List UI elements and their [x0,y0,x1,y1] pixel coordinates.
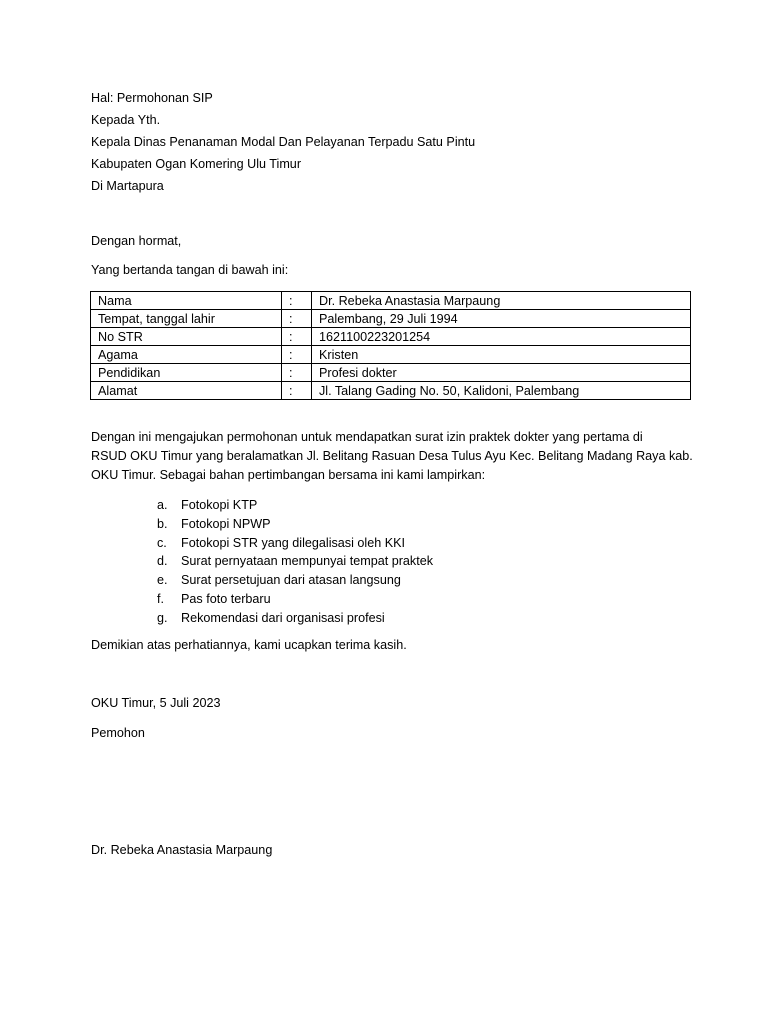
identity-label: Pendidikan [91,364,282,382]
list-item-text: Rekomendasi dari organisasi profesi [181,610,385,625]
identity-separator: : [282,310,312,328]
identity-value: Dr. Rebeka Anastasia Marpaung [312,292,691,310]
identity-value: Kristen [312,346,691,364]
recipient-regency: Kabupaten Ogan Komering Ulu Timur [91,157,302,171]
identity-value: Palembang, 29 Juli 1994 [312,310,691,328]
list-item-text: Fotokopi KTP [181,498,258,512]
identity-separator: : [282,382,312,400]
list-item-text: Fotokopi STR yang dilegalisasi oleh KKI [181,535,406,550]
body-line: RSUD OKU Timur yang beralamatkan Jl. Belitang Rasuan Desa Tulus Ayu Kec. Belitang Madang Raya kab. [91,449,693,463]
closing-text: Demikian atas perhatiannya, kami ucapkan terima kasih. [91,638,407,652]
list-item [157,515,433,534]
table-row [91,346,691,364]
list-marker: c. [157,535,167,550]
applicant-label: Pemohon [91,726,145,740]
identity-separator: : [282,364,312,382]
list-item [157,609,433,628]
list-item-text: Fotokopi NPWP [181,516,271,531]
list-marker: a. [157,498,168,512]
list-item-text: Pas foto terbaru [181,591,271,606]
identity-label: No STR [91,328,282,346]
body-line: Dengan ini mengajukan permohonan untuk mendapatkan surat izin praktek dokter yang pertama di [91,430,643,444]
table-row [91,292,691,310]
identity-label: Agama [91,346,282,364]
body-line: OKU Timur. Sebagai bahan pertimbangan bersama ini kami lampirkan: [91,468,486,482]
identity-value: 1621100223201254 [312,328,691,346]
identity-value: Jl. Talang Gading No. 50, Kalidoni, Palembang [312,382,691,400]
table-row [91,328,691,346]
identity-separator: : [282,346,312,364]
identity-separator: : [282,328,312,346]
list-item-text: Surat pernyataan mempunyai tempat praktek [181,554,434,569]
list-item [157,590,433,609]
attachment-list [157,496,433,628]
list-marker: b. [157,516,168,531]
list-marker: g. [157,610,168,625]
list-item [157,534,433,553]
place-date: OKU Timur, 5 Juli 2023 [91,696,221,710]
identity-separator: : [282,292,312,310]
recipient-city: Di Martapura [91,179,164,193]
recipient-office: Kepala Dinas Penanaman Modal Dan Pelayanan Terpadu Satu Pintu [91,135,476,149]
identity-label: Alamat [91,382,282,400]
list-marker: e. [157,573,168,588]
list-item [157,552,433,571]
list-item [157,571,433,590]
identity-label: Tempat, tanggal lahir [91,310,282,328]
identity-value: Profesi dokter [312,364,691,382]
list-marker: d. [157,554,168,569]
letter-subject: Hal: Permohonan SIP [91,91,213,105]
recipient-salutation: Kepada Yth. [91,113,161,127]
list-item [157,496,433,515]
intro-text: Yang bertanda tangan di bawah ini: [91,263,289,277]
identity-label: Nama [91,292,282,310]
greeting: Dengan hormat, [91,234,182,248]
table-row [91,382,691,400]
table-row [91,310,691,328]
list-item-text: Surat persetujuan dari atasan langsung [181,573,401,588]
identity-table [90,291,691,400]
list-marker: f. [157,591,164,606]
body-paragraph [91,428,691,485]
table-row [91,364,691,382]
signatory-name: Dr. Rebeka Anastasia Marpaung [91,843,273,857]
